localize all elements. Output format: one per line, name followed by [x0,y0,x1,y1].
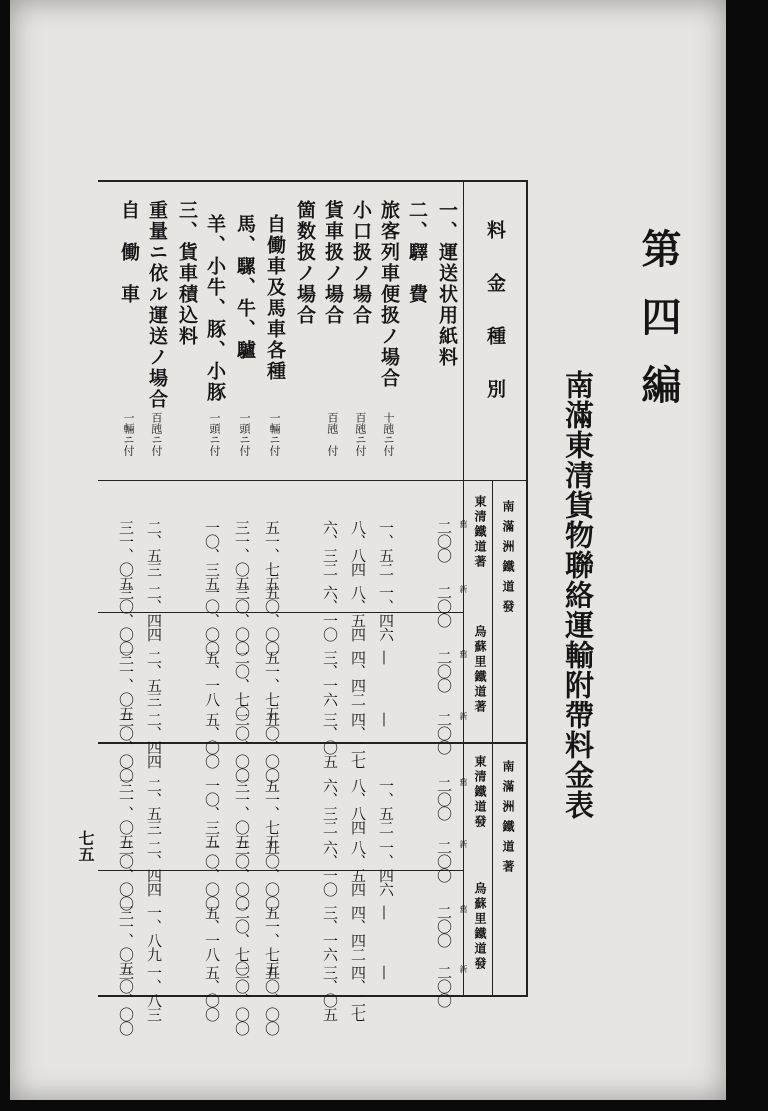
fee-cell: 三〇、〇〇 [117,965,135,1035]
fee-cell: 一〇、三五 [203,778,221,848]
fee-cell: 一〇、三五 [203,520,221,590]
fee-cell: 五〇、〇〇 [263,965,281,1035]
fee-cell: 三〇、〇〇 [117,585,135,655]
fee-cell: 一、四六 [377,840,395,896]
table-right-rule [526,180,528,997]
row-unit: 一頭ニ付 [238,412,251,456]
fee-cell: 三一、〇五 [233,778,251,848]
header-label: 料金種別 [484,220,506,432]
row-unit: 百瓲ニ付 [150,412,163,456]
fee-cell: 三一、〇五 [117,778,135,848]
fee-cell: 三、一六 [321,650,339,706]
page-subtitle: 南滿東清貨物聯絡運輸附帶料金表 [561,370,595,820]
fee-cell: 二〇〇 [435,965,453,1007]
fee-cell: 三、一六 [321,905,339,961]
rate-tag: 新 [459,712,468,720]
fee-cell: 二、五三 [145,650,163,706]
fee-cell: 二、四四 [145,712,163,768]
fee-cell: 一〇、〇〇 [203,840,221,910]
fee-cell: 二〇、七〇 [233,650,251,720]
fee-cell: 二〇〇 [435,712,453,754]
fee-cell: 三〇、〇〇 [117,712,135,782]
fee-cell: 二〇〇 [435,585,453,627]
row-unit: 一輛ニ付 [122,412,135,456]
row-label: 重量ニ依ル運送ノ場合 [146,200,168,410]
row-label: 一、運送状用紙料 [436,200,458,368]
fee-cell: 六、一〇 [321,840,339,896]
fee-cell: — [376,905,394,919]
fee-cell: 六、三二 [321,778,339,834]
fee-cell: 三一、〇五 [233,520,251,590]
fee-cell: 八、五四 [349,840,367,896]
subheader-rule [492,480,493,997]
fee-cell: 二〇、〇〇 [233,712,251,782]
col-group-2-sub-b: 烏蘇里鐵道發 [473,882,487,972]
fee-cell: — [376,650,394,664]
fee-cell: 五〇、〇〇 [263,712,281,782]
rate-tag: 舊 [459,905,468,913]
fee-cell: 二〇〇 [435,520,453,562]
fee-cell: 四、四二 [349,905,367,961]
fee-cell: 五、〇〇 [203,965,221,1021]
fee-cell: 二〇〇 [435,905,453,947]
fee-cell: 三一、〇五 [117,650,135,720]
fee-cell: 三〇、〇〇 [233,840,251,910]
row-label: 小口扱ノ場合 [350,200,372,326]
fee-cell: 三、〇五 [321,965,339,1021]
row-label: 馬、騾、牛、驢 [234,214,256,361]
fee-cell: 五〇、〇〇 [263,840,281,910]
fee-cell: 二、四四 [145,840,163,896]
rate-tag: 舊 [459,520,468,528]
col-group-1-sub-b: 烏蘇里鐵道著 [473,625,487,715]
fee-cell: 五、一八 [203,650,221,706]
row-unit: 一頭ニ付 [208,412,221,456]
rate-tag: 舊 [459,650,468,658]
row-label: 自働車及馬車各種 [264,214,286,382]
page-title: 第四編 [635,228,682,432]
row-label: 三、貨車積込料 [176,200,198,347]
row-unit: 十瓲ニ付 [382,412,395,456]
row-unit: 百瓲 付 [326,412,339,456]
page [10,0,726,1100]
fee-cell: 二〇〇 [435,778,453,820]
row-label: 羊、小牛、豚、小豚 [204,214,226,403]
fee-cell: 一、八三 [145,965,163,1021]
col-group-2-header: 南滿洲鐵道著 [501,760,515,880]
fee-cell: — [376,712,394,726]
fee-cell: 二〇〇 [435,840,453,882]
fee-cell: 一〇、〇〇 [203,585,221,655]
fee-cell: 六、一〇 [321,585,339,641]
row-label: 二、驛 費 [406,200,428,305]
fee-cell: 二、四四 [145,585,163,641]
rate-tag: 新 [459,585,468,593]
row-label: 箇数扱ノ場合 [294,200,316,326]
fee-cell: 八、五四 [349,585,367,641]
fee-cell: 五、〇〇 [203,712,221,768]
page-number: 七五 [76,830,95,862]
fee-cell: 一、四六 [377,585,395,641]
fee-cell: 三一、〇五 [117,520,135,590]
fee-cell: 三〇、〇〇 [117,840,135,910]
fee-cell: 三、〇五 [321,712,339,768]
fee-cell: 二、五三 [145,778,163,834]
fee-cell: 五一、七五 [263,650,281,720]
fee-cell: 二、五三 [145,520,163,576]
fee-cell: 三〇、〇〇 [233,585,251,655]
fee-cell: 四、四二 [349,650,367,706]
row-unit: 一輛ニ付 [268,412,281,456]
fee-cell: 八、八四 [349,778,367,834]
rate-tag: 舊 [459,778,468,786]
fee-cell: 四、二七 [349,965,367,1021]
fee-cell: 四、二七 [349,712,367,768]
fee-cell: 二〇〇 [435,650,453,692]
fee-cell: 三一、〇五 [117,905,135,975]
row-label: 自 働 車 [118,200,140,305]
fee-cell: 一、八九 [145,905,163,961]
col-group-1-sub-a: 東清鐵道著 [473,495,487,570]
fee-cell: 八、八四 [349,520,367,576]
col-group-1-header: 南滿洲鐵道發 [501,500,515,620]
row-unit: 百瓲ニ付 [354,412,367,456]
fee-cell: 二〇、〇〇 [233,965,251,1035]
fee-cell: 五〇、〇〇 [263,585,281,655]
fee-cell: 五一、七五 [263,905,281,975]
fee-cell: — [376,965,394,979]
label-separator-rule [98,480,526,481]
fee-cell: 五、一八 [203,905,221,961]
fee-cell: 五一、七五 [263,778,281,848]
fee-cell: 二〇、七〇 [233,905,251,975]
rate-tag: 新 [459,965,468,973]
fee-cell: 一、五二 [377,520,395,576]
rate-tag: 新 [459,840,468,848]
row-label: 貨車扱ノ場合 [322,200,344,326]
fee-cell: 五一、七五 [263,520,281,590]
col-group-2-sub-a: 東清鐵道發 [473,755,487,830]
fee-cell: 一、五二 [377,778,395,834]
fee-cell: 六、三二 [321,520,339,576]
row-label: 旅客列車便扱ノ場合 [378,200,400,389]
